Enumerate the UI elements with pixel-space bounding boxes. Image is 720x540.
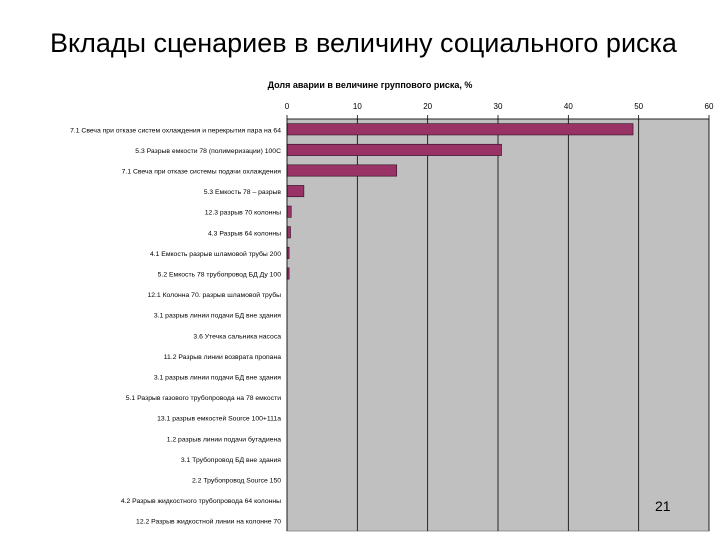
category-label: 7.1 Свеча при отказе системы подачи охлаждения [121, 168, 281, 176]
x-tick-label: 60 [704, 102, 714, 111]
category-label: 3.1 разрыв линии подачи БД вне здания [153, 374, 281, 382]
bar [287, 124, 633, 135]
category-label: 4.3 Разрыв 64 колонны [208, 230, 281, 238]
category-label: 12.1 Колонна 70. разрыв шламовой трубы [147, 292, 281, 300]
bar [287, 185, 304, 196]
bar [287, 165, 397, 176]
category-label: 12.2 Разрыв жидкостной линии на колонне 70 [136, 518, 281, 526]
category-label: 11.2 Разрыв линии возврата пропана [163, 353, 281, 361]
bar [287, 227, 291, 238]
category-label: 3.1 Трубопровод БД вне здания [180, 456, 281, 464]
x-tick-label: 50 [634, 102, 644, 111]
category-label: 13.1 разрыв емкостей Source 100+111а [157, 415, 281, 423]
category-label: 7.1 Свеча при отказе систем охлаждения и перекрытия пара на 64 [70, 127, 281, 135]
category-label: 1.2 разрыв линии подачи бутадиена [166, 436, 281, 444]
category-label: 2.2 Трубопровод Source 150 [192, 477, 281, 485]
bar [287, 144, 502, 155]
category-label: 3.1 разрыв линии подачи БД вне здания [153, 312, 281, 320]
page-number: 21 [655, 498, 671, 514]
category-label: 4.1 Емкость разрыв шламовой трубы 200 [149, 250, 281, 258]
x-tick-label: 20 [423, 102, 433, 111]
category-label: 4.2 Разрыв жидкостного трубопровода 64 колонны [120, 498, 281, 506]
category-label: 5.1 Разрыв газового трубопровода на 78 емкости [125, 395, 281, 403]
category-label: 5.2 Емкость 78 трубопровод БД Ду 100 [157, 271, 281, 279]
x-tick-label: 10 [352, 102, 362, 111]
x-tick-label: 30 [493, 102, 503, 111]
category-label: 5.3 Разрыв емкости 78 (полимеризации) 100С [135, 147, 281, 155]
chart-title: Доля аварии в величине группового риска, % [267, 80, 473, 90]
category-label: 3.6 Утечка сальника насоса [193, 333, 281, 341]
category-label: 12.3 разрыв 70 колонны [204, 209, 281, 217]
x-tick-label: 0 [284, 102, 290, 111]
x-tick-label: 40 [563, 102, 573, 111]
category-label: 5.3 Емкость 78 – разрыв [203, 189, 281, 197]
slide-title: Вклады сценариев в величину социального риска [50, 28, 677, 58]
bar [287, 206, 291, 217]
